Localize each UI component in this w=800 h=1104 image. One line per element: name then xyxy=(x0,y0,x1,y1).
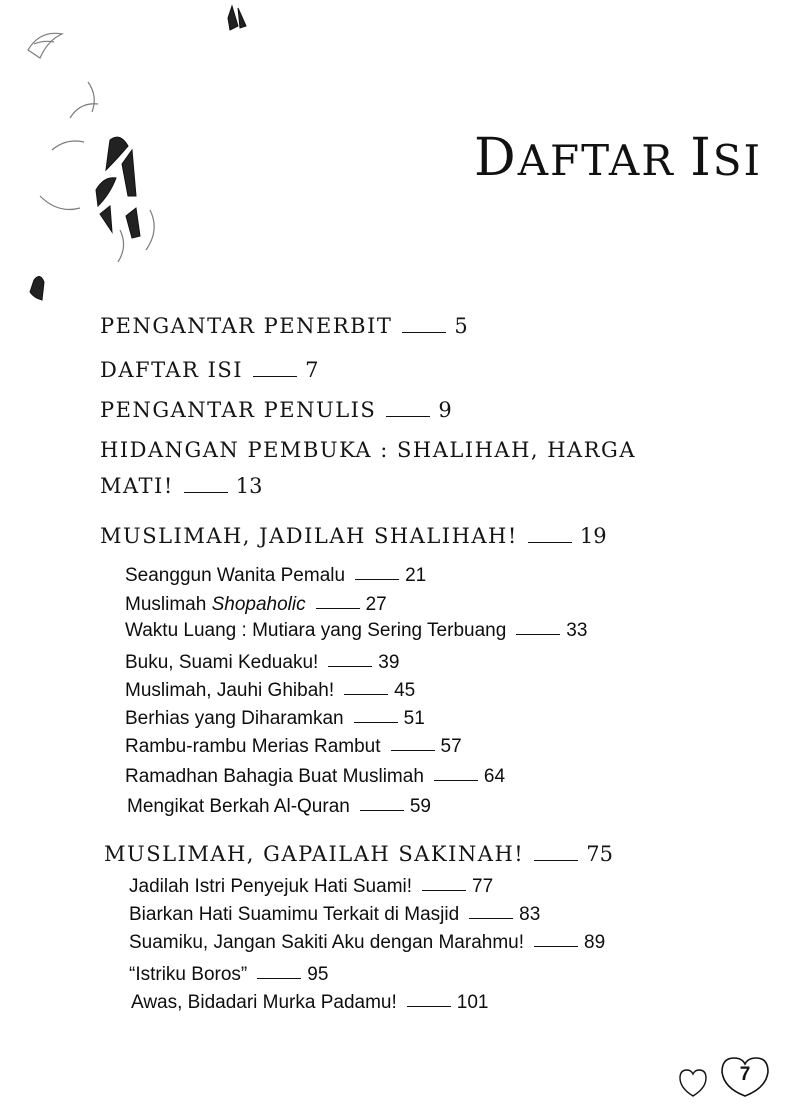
leader-line xyxy=(516,634,560,635)
leader-line xyxy=(360,810,404,811)
title-initial-d: D xyxy=(474,128,518,188)
entry-label: Seanggun Wanita Pemalu xyxy=(125,565,346,586)
entry-page: 77 xyxy=(472,876,494,897)
entry-label: PENGANTAR PENERBIT xyxy=(100,314,393,338)
leader-line xyxy=(534,860,578,861)
leader-line xyxy=(469,918,513,919)
entry-page: 89 xyxy=(584,932,606,953)
toc-main-entry xyxy=(100,398,452,422)
entry-label: Berhias yang Diharamkan xyxy=(125,708,344,729)
leader-line xyxy=(257,978,301,979)
entry-label: Rambu-rambu Merias Rambut xyxy=(125,736,381,757)
page-number-text: 7 xyxy=(739,1064,751,1085)
entry-page: 13 xyxy=(235,474,263,498)
entry-label: Jadilah Istri Penyejuk Hati Suami! xyxy=(129,876,413,897)
section-label: MUSLIMAH, JADILAH SHALIHAH! xyxy=(100,524,518,548)
title-initial-i: I xyxy=(690,128,713,188)
leader-line xyxy=(253,376,297,377)
entry-label: MATI! xyxy=(100,474,174,498)
toc-sub-entry xyxy=(129,876,493,898)
leader-line xyxy=(422,890,466,891)
entry-page: 83 xyxy=(519,904,541,925)
entry-page: 64 xyxy=(483,766,506,787)
entry-label: DAFTAR ISI xyxy=(100,358,244,382)
entry-label: PENGANTAR PENULIS xyxy=(100,398,377,422)
entry-label: Muslimah, Jauhi Ghibah! xyxy=(125,680,335,701)
leader-line xyxy=(534,946,578,947)
entry-page: 21 xyxy=(405,565,427,586)
leader-line xyxy=(184,492,228,493)
entry-label: Suamiku, Jangan Sakiti Aku dengan Marahmu! xyxy=(129,932,525,953)
entry-page: 59 xyxy=(409,796,431,817)
entry-label: Muslimah xyxy=(125,594,212,615)
toc-sub-entry xyxy=(129,964,328,986)
entry-page: 51 xyxy=(403,708,425,729)
section-label: MUSLIMAH, GAPAILAH SAKINAH! xyxy=(104,842,525,866)
entry-label: Mengikat Berkah Al-Quran xyxy=(127,796,350,817)
toc-main-entry xyxy=(100,358,318,382)
entry-label: Biarkan Hati Suamimu Terkait di Masjid xyxy=(129,904,460,925)
leader-line xyxy=(407,1006,451,1007)
leader-line xyxy=(386,416,430,417)
toc-sub-entry xyxy=(129,932,605,954)
toc-sub-entry xyxy=(125,766,505,788)
leader-line xyxy=(344,694,388,695)
entry-page: 7 xyxy=(305,358,319,382)
leader-line xyxy=(402,332,446,333)
leader-line xyxy=(316,608,360,609)
toc-sub-entry xyxy=(125,680,415,702)
leader-line xyxy=(528,542,572,543)
leader-line xyxy=(355,579,399,580)
toc-sub-entry xyxy=(127,796,431,818)
entry-page: 45 xyxy=(394,680,416,701)
entry-page: 95 xyxy=(307,964,329,985)
entry-label: “Istriku Boros” xyxy=(129,964,248,985)
entry-label: HIDANGAN PEMBUKA : SHALIHAH, HARGA xyxy=(100,438,636,462)
leader-line xyxy=(391,750,435,751)
entry-label: Awas, Bidadari Murka Padamu! xyxy=(131,992,397,1013)
heart-icon xyxy=(676,1066,710,1100)
section-page: 19 xyxy=(579,524,607,548)
entry-page: 33 xyxy=(566,620,588,641)
leader-line xyxy=(354,722,398,723)
toc-main-entry-line2 xyxy=(100,474,263,498)
toc-sub-entry xyxy=(125,620,587,642)
section-page: 75 xyxy=(586,842,613,866)
toc-main-entry xyxy=(100,314,468,338)
page-number xyxy=(716,1052,774,1100)
leader-line xyxy=(328,666,372,667)
toc-sub-entry xyxy=(125,594,387,616)
entry-page: 101 xyxy=(456,992,489,1013)
toc-sub-entry xyxy=(125,736,462,758)
toc-sub-entry xyxy=(125,708,425,730)
section-heading xyxy=(100,524,607,548)
entry-page: 39 xyxy=(378,652,400,673)
entry-label-italic: Shopaholic xyxy=(211,594,306,615)
section-heading xyxy=(104,842,613,866)
entry-page: 5 xyxy=(454,314,468,338)
toc-sub-entry xyxy=(131,992,488,1014)
toc-sub-entry xyxy=(125,652,399,674)
leader-line xyxy=(434,780,478,781)
entry-label: Waktu Luang : Mutiara yang Sering Terbuang xyxy=(125,620,507,641)
title-rest-d: AFTAR xyxy=(517,136,691,185)
entry-label: Ramadhan Bahagia Buat Muslimah xyxy=(125,766,424,787)
entry-page: 57 xyxy=(440,736,462,757)
entry-page: 9 xyxy=(438,398,452,422)
title-rest-i: SI xyxy=(712,136,763,185)
entry-label: Buku, Suami Keduaku! xyxy=(125,652,319,673)
toc-sub-entry xyxy=(129,904,540,926)
entry-page: 27 xyxy=(365,594,387,615)
toc-sub-entry xyxy=(125,565,426,587)
toc-main-entry-line1 xyxy=(100,438,636,462)
